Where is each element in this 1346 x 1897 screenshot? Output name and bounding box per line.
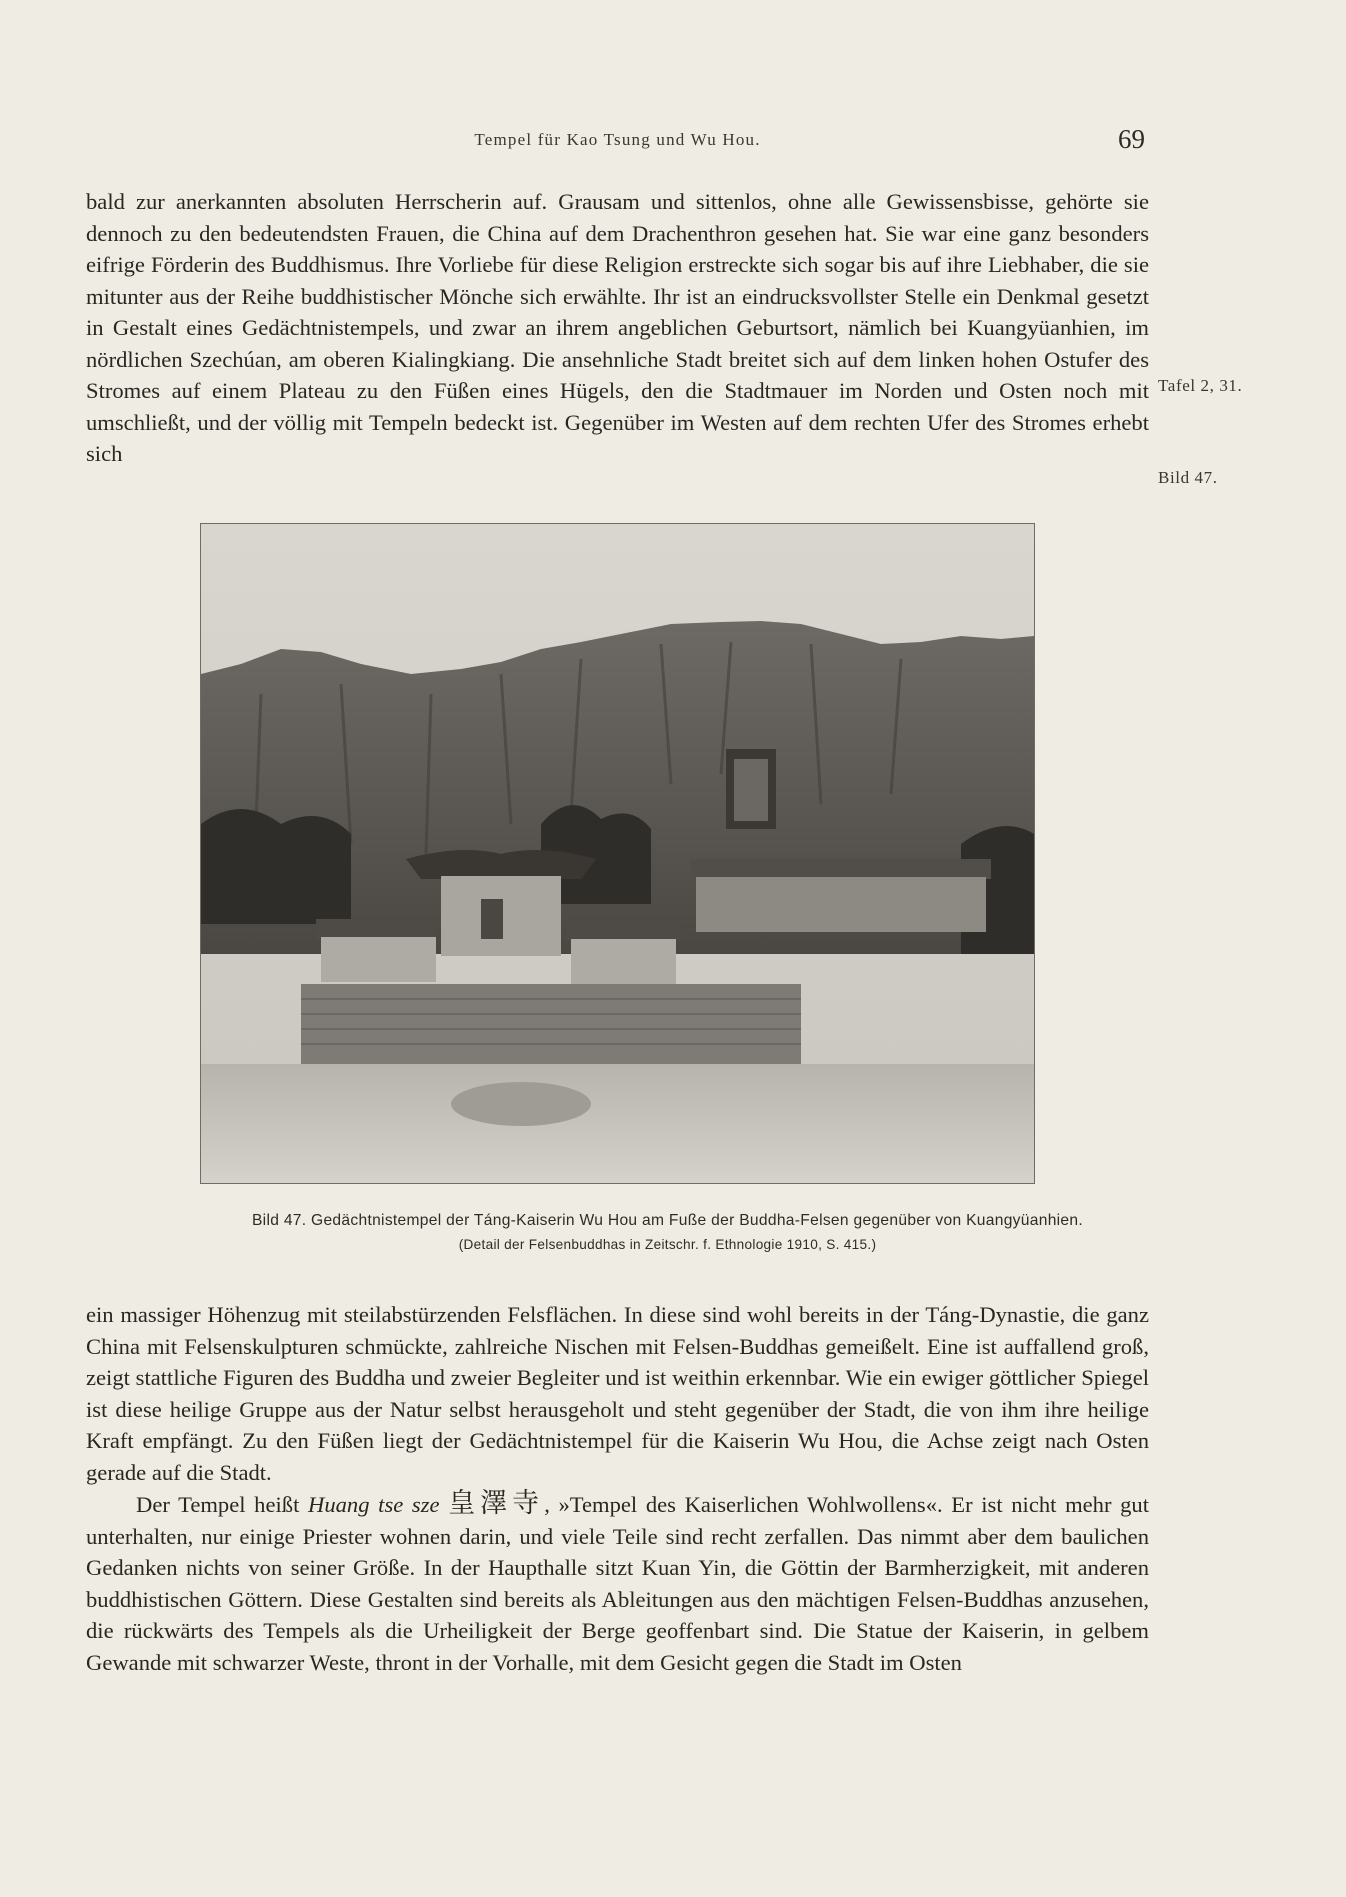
- margin-note-tafel: Tafel 2, 31.: [1158, 376, 1243, 395]
- upper-terrace-roof: [691, 859, 991, 879]
- paragraph-1: [86, 186, 1149, 470]
- running-title: Tempel für Kao Tsung und Wu Hou.: [474, 130, 761, 149]
- margin-note-bild: Bild 47.: [1158, 468, 1218, 487]
- hall-door: [481, 899, 503, 939]
- left-wing-roof: [316, 919, 436, 939]
- paragraph-3-start: Der Tempel heißt: [136, 1492, 300, 1517]
- buddha-figures: [734, 759, 768, 821]
- page-number: 69: [1118, 124, 1145, 154]
- paragraph-1-text: bald zur anerkannten absoluten Herrscherin auf. Grausam und sittenlos, ohne alle Gewissensbisse, gehörte sie dennoch zu den bedeutendsten Frauen, die China auf dem Drachenthron gesehen hat. Sie war eine ganz besonders eifrige Förderin des Buddhismus. Ihre Vorliebe für diese Religion erstreckte sich sogar bis auf ihre Liebhaber, die sie mitunter aus der Reihe buddhistischer Mönche sich erwählte. Ihr ist an eindrucksvollster Stelle ein Denkmal gesetzt in Gestalt eines Gedächtnistempels, und zwar an ihrem angeblichen Geburtsort, nämlich bei Kuangyüanhien, im nördlichen Szechúan, am oberen Kialingkiang. Die ansehnliche Stadt breitet sich auf dem linken hohen Ostufer des Stromes auf einem Plateau zu den Füßen eines Hügels, den die Stadtmauer im Norden und Osten noch mit umschließt, und der völlig mit Tempeln bedeckt ist. Gegenüber im Westen auf dem rechten Ufer des Stromes erhebt sich: [86, 189, 1149, 466]
- paragraph-3-rest: , »Tempel des Kaiserlichen Wohlwollens«. Er ist nicht mehr gut unterhalten, nur einige Priester wohnen darin, und viele Teile sind recht zerfallen. Das nimmt aber dem baulichen Gedanken nichts von seiner Größe. In der Haupthalle sitzt Kuan Yin, die Göttin der Barmherzigkeit, mit anderen buddhistischen Göttern. Diese Gestalten sind bereits als Ableitungen aus den mächtigen Felsen-Buddhas anzusehen, die rückwärts des Tempels als die Urheiligkeit der Berge geoffenbart sind. Die Statue der Kaiserin, in gelbem Gewande mit schwarzer Weste, thront in der Vorhalle, mit dem Gesicht gegen die Stadt im Osten: [86, 1492, 1150, 1675]
- figure-caption-reference: (Detail der Felsenbuddhas in Zeitschr. f. Ethnologie 1910, S. 415.): [458, 1237, 877, 1252]
- river-bank: [201, 1064, 1034, 1183]
- temple-name-chinese: 皇澤寺: [448, 1488, 545, 1519]
- temple-photograph: [200, 523, 1035, 1184]
- paragraph-3-text: [86, 1488, 1149, 1678]
- temple-name-italic: Huang tse sze: [308, 1492, 440, 1517]
- paragraph-2-block: [86, 1299, 1149, 1678]
- main-hall-roof: [406, 850, 596, 879]
- paragraph-2-text: ein massiger Höhenzug mit steilabstürzenden Felsflächen. In diese sind wohl bereits in der Táng-Dynastie, die ganz China mit Felsenskulpturen schmückte, zahlreiche Nischen mit Felsen-Buddhas gemeißelt. Eine ist auffallend groß, zeigt stattliche Figuren des Buddha und zweier Begleiter und ist weithin erkennbar. Wie ein ewiger göttlicher Spiegel ist diese heilige Gruppe aus der Natur selbst herausgeholt und steht gegenüber der Stadt, die von ihm ihre heilige Kraft empfängt. Zu den Füßen liegt der Gedächtnistempel für die Kaiserin Wu Hou, die Achse zeigt nach Osten gerade auf die Stadt.: [86, 1302, 1149, 1485]
- figure-caption: Bild 47. Gedächtnistempel der Táng-Kaiserin Wu Hou am Fuße der Buddha-Felsen gegenüber von Kuangyüanhien.: [251, 1212, 1084, 1229]
- boulder: [451, 1082, 591, 1126]
- terrace-retaining-wall: [301, 984, 801, 1064]
- right-wing-roof: [566, 919, 681, 941]
- right-wing-wall: [571, 939, 676, 984]
- temple-photograph-drawing: [201, 524, 1034, 1183]
- upper-terrace-wall: [696, 877, 986, 932]
- left-wing-wall: [321, 937, 436, 982]
